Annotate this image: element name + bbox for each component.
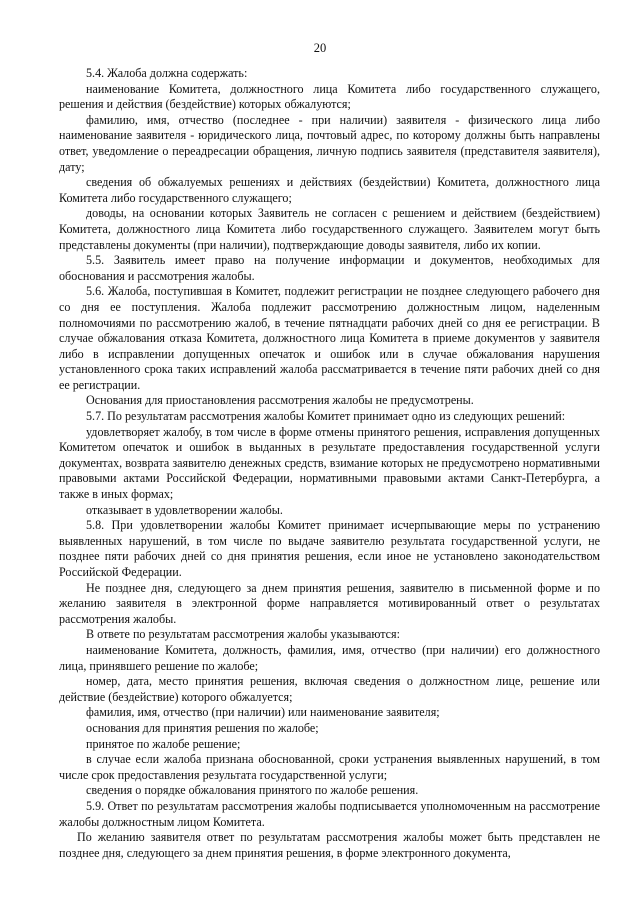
paragraph-resp-decision: принятое по жалобе решение;: [86, 736, 241, 751]
paragraph-5-5: 5.5. Заявитель имеет право на получение информации и документов, необходимых для обоснования и рассмотрения жалобы.: [59, 253, 600, 283]
paragraph-5-6: 5.6. Жалоба, поступившая в Комитет, подлежит регистрации не позднее следующего рабочего дня со дня ее поступления. Жалоба подлежит рассмотрению должностным лицом, наделенным полномочиями по рассмотрению жалоб, в течение пятнадцати рабочих дней со дня ее регистрации. В случае обжалования отказа Комитета, должностного лица Комитета в приеме документов у заявителя либо в исправлении допущенных опечаток и ошибок или в случае обжалования нарушения установленного срока таких исправлений жалоба рассматривается в течение пяти рабочих дней со дня ее регистрации.: [59, 284, 600, 392]
paragraph-resp-appeal: сведения о порядке обжалования принятого по жалобе решения.: [86, 783, 419, 798]
paragraph-resp-name: наименование Комитета, должность, фамилия, имя, отчество (при наличии) его должностного лица, принявшего решение по жалобе;: [59, 642, 600, 673]
paragraph-5-8: 5.8. При удовлетворении жалобы Комитет принимает исчерпывающие меры по устранению выявленных нарушений, в том числе по выдаче заявителю результата государственной услуги, не позднее пяти рабочих дней со дня принятия решения, если иное не установлено законодательством Российской Федерации.: [59, 518, 600, 579]
paragraph-item-decisions: сведения об обжалуемых решениях и действиях (бездействии) Комитета, должностного лица Комитета либо государственного служащего;: [59, 175, 600, 205]
paragraph-5-9: 5.9. Ответ по результатам рассмотрения жалобы подписывается уполномоченным на рассмотрение жалобы должностным лицом Комитета.: [59, 798, 600, 829]
paragraph-item-name: наименование Комитета, должностного лица Комитета либо государственного служащего, решения и действия (бездействие) которых обжалуются;: [59, 81, 600, 112]
paragraph-resp-justified: в случае если жалоба признана обоснованной, сроки устранения выявленных нарушений, в том числе срок предоставления результата государственной услуги;: [59, 752, 600, 782]
paragraph-item-arguments: доводы, на основании которых Заявитель не согласен с решением и действием (бездействием) Комитета, должностного лица Комитета либо государственного служащего. Заявителем могут быть представлены документы (при наличии), подтверждающие доводы заявителя, либо их копии.: [59, 206, 600, 252]
paragraph-suspension: Основания для приостановления рассмотрения жалобы не предусмотрены.: [86, 393, 474, 408]
paragraph-response-contents: В ответе по результатам рассмотрения жалобы указываются:: [86, 627, 400, 642]
paragraph-response-deadline: Не позднее дня, следующего за днем принятия решения, заявителю в письменной форме и по желанию заявителя в электронной форме направляется мотивированный ответ о результатах рассмотрения жалобы.: [59, 580, 600, 626]
paragraph-electronic: По желанию заявителя ответ по результатам рассмотрения жалобы может быть представлен не позднее дня, следующего за днем принятия решения, в форме электронного документа,: [59, 830, 600, 860]
document-body: [59, 66, 600, 861]
paragraph-resp-applicant: фамилия, имя, отчество (при наличии) или наименование заявителя;: [86, 705, 440, 720]
paragraph-item-applicant: фамилию, имя, отчество (последнее - при наличии) заявителя - физического лица либо наименование заявителя - юридического лица, почтовый адрес, по которому должны быть направлены ответ, уведомление о переадресации обращения, личную подпись заявителя (представителя заявителя), дату;: [59, 112, 600, 174]
paragraph-5-4: 5.4. Жалоба должна содержать:: [86, 66, 248, 80]
paragraph-5-7: 5.7. По результатам рассмотрения жалобы Комитет принимает одно из следующих решений:: [86, 409, 566, 424]
paragraph-refuses: отказывает в удовлетворении жалобы.: [86, 502, 283, 517]
paragraph-satisfies: удовлетворяет жалобу, в том числе в форме отмены принятого решения, исправления допущенных Комитетом опечаток и ошибок в выданных в результате предоставления государственной услуги документах, возврата заявителю денежных средств, взимание которых не предусмотрено нормативными правовыми актами Российской Федерации, нормативными правовыми актами Санкт-Петербурга, а также в иных формах;: [59, 424, 600, 502]
page-number: 20: [313, 41, 327, 55]
paragraph-resp-grounds: основания для принятия решения по жалобе;: [86, 720, 319, 735]
paragraph-resp-number: номер, дата, место принятия решения, включая сведения о должностном лице, решение или действие (бездействие) которого обжалуется;: [59, 674, 600, 704]
